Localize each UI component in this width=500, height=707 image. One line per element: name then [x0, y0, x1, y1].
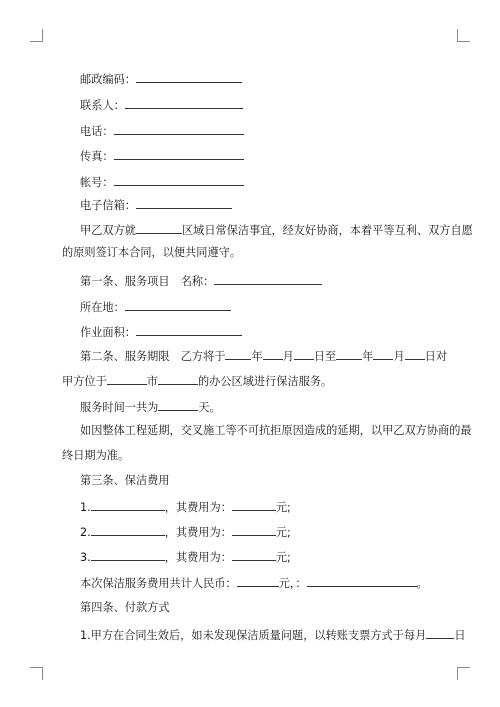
fee-item-3-amount[interactable]: [232, 548, 276, 561]
start-day-blank[interactable]: [294, 347, 314, 360]
crop-mark-bottom-right: [457, 667, 470, 680]
contact-line: 联系人：: [80, 96, 243, 114]
location-line: 所在地：: [80, 298, 231, 316]
office-blank[interactable]: [158, 372, 198, 385]
end-day-blank[interactable]: [405, 347, 425, 360]
area-blank[interactable]: [136, 323, 242, 336]
contact-blank[interactable]: [125, 96, 243, 109]
article-1-line: 第一条、服务项目 名称：: [80, 272, 322, 290]
region-blank[interactable]: [136, 221, 182, 234]
days-blank[interactable]: [158, 398, 198, 411]
fee-item-2: 2. ，其费用为： 元;: [80, 523, 291, 541]
fee-item-3: 3. ，其费用为： 元;: [80, 548, 291, 566]
total-amount-blank[interactable]: [237, 574, 279, 587]
phone-blank[interactable]: [114, 122, 244, 135]
postcode-line: 邮政编码：: [80, 70, 242, 88]
payment-line: 1.甲方在合同生效后，如未发现保洁质量问题，以转账支票方式于每月 日: [80, 626, 466, 644]
fee-item-2-amount[interactable]: [232, 523, 276, 536]
start-month-blank[interactable]: [263, 347, 283, 360]
area-line: 作业面积：: [80, 323, 242, 341]
city-blank[interactable]: [107, 372, 147, 385]
delay-line-1: 如因整体工程延期，交叉施工等不可抗拒原因造成的延期，以甲乙双方协商的最: [80, 424, 472, 437]
location-blank[interactable]: [125, 298, 231, 311]
fee-item-1-blank[interactable]: [91, 498, 165, 511]
phone-line: 电话：: [80, 122, 244, 140]
article-2-line-2: 甲方位于 市 的办公区域进行保洁服务。: [62, 372, 332, 390]
account-line: 帐号：: [80, 173, 244, 191]
end-month-blank[interactable]: [373, 347, 393, 360]
fee-item-2-blank[interactable]: [91, 523, 165, 536]
fee-item-3-blank[interactable]: [91, 548, 165, 561]
fax-blank[interactable]: [114, 147, 244, 160]
total-words-blank[interactable]: [307, 574, 417, 587]
account-blank[interactable]: [114, 173, 244, 186]
postcode-blank[interactable]: [136, 70, 242, 83]
payment-day-blank[interactable]: [426, 626, 454, 639]
email-blank[interactable]: [136, 196, 232, 209]
intro-line-2: 的原则签订本合同，以便共同遵守。: [62, 246, 242, 259]
crop-mark-bottom-left: [30, 667, 43, 680]
article-4-title: 第四条、付款方式: [80, 601, 170, 614]
end-year-blank[interactable]: [336, 347, 362, 360]
delay-line-2: 终日期为准。: [62, 449, 130, 462]
fee-item-1: 1. ，其费用为： 元;: [80, 498, 291, 516]
article-3-title: 第三条、保洁费用: [80, 474, 170, 487]
article-2-line-1: 第二条、服务期限 乙方将于 年 月 日至 年 月 日对: [80, 347, 447, 365]
crop-mark-top-left: [30, 29, 43, 42]
crop-mark-top-right: [457, 29, 470, 42]
email-line: 电子信箱：: [80, 196, 232, 214]
service-name-blank[interactable]: [214, 272, 322, 285]
fee-item-1-amount[interactable]: [232, 498, 276, 511]
duration-line: 服务时间一共为 天。: [80, 398, 221, 416]
fax-line: 传真：: [80, 147, 244, 165]
start-year-blank[interactable]: [225, 347, 251, 360]
total-line: 本次保洁服务费用共计人民币： 元，： 。: [80, 574, 428, 592]
intro-line-1: 甲乙双方就 区域日常保洁事宜，经友好协商，本着平等互利、双方自愿: [80, 221, 473, 239]
